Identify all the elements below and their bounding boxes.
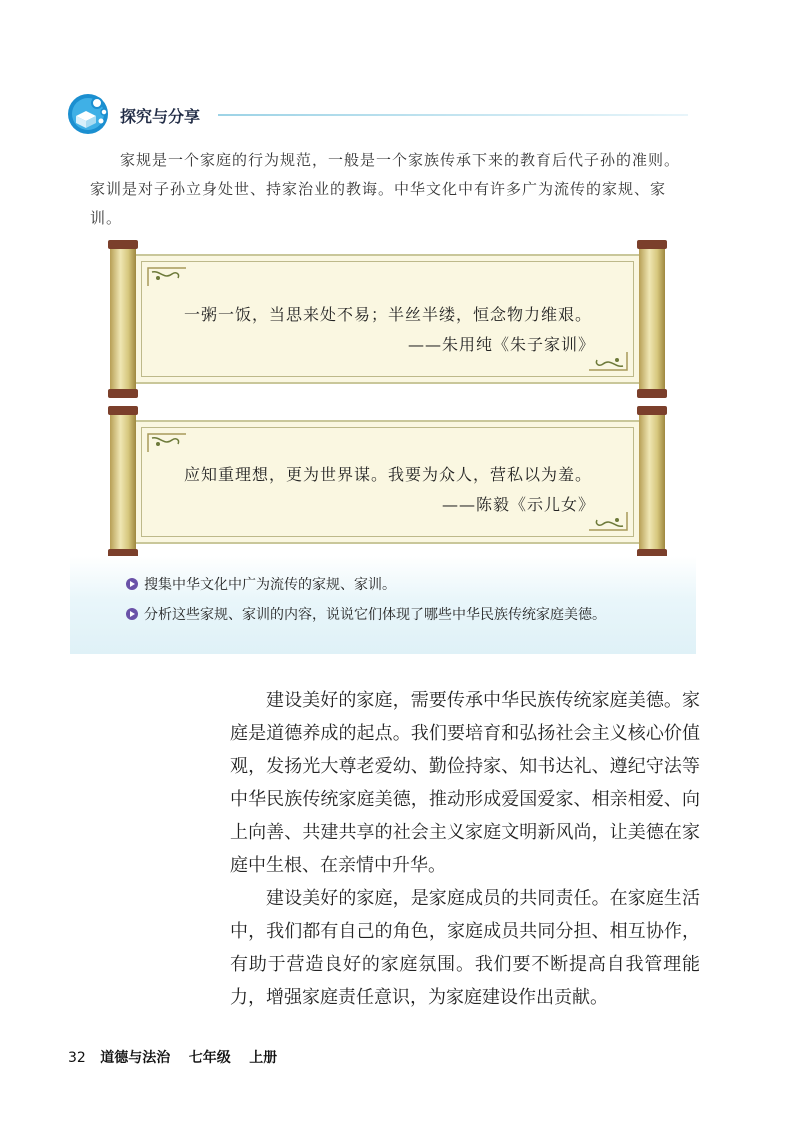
page-number: 32	[68, 1050, 86, 1066]
activity-text: 分析这些家规、家训的内容，说说它们体现了哪些中华民族传统家庭美德。	[144, 607, 606, 623]
play-bullet-icon	[126, 578, 138, 590]
scroll-rod-left	[110, 412, 136, 552]
body-text	[230, 684, 700, 1014]
body-paragraph: 建设美好的家庭，需要传承中华民族传统家庭美德。家庭是道德养成的起点。我们要培育和弘扬社会主义核心价值观，发扬光大尊老爱幼、勤俭持家、知书达礼、遵纪守法等中华民族传统家庭美德，推动形成爱国爱家、相亲相爱、向上向善、共建共享的社会主义家庭文明新风尚，让美德在家庭中生根、在亲情中升华。	[230, 690, 700, 876]
scroll-paper	[134, 420, 641, 544]
corner-ornament-icon	[146, 266, 190, 288]
activity-item	[126, 574, 396, 594]
scroll-source: ——陈毅《示儿女》	[441, 495, 595, 514]
corner-ornament-icon	[146, 432, 190, 454]
section-header	[66, 92, 706, 136]
play-bullet-icon	[126, 608, 138, 620]
scroll-quote: 一粥一饭，当思来处不易；半丝半缕，恒念物力维艰。	[184, 305, 593, 324]
activity-box	[70, 556, 696, 654]
book-grade: 七年级	[188, 1050, 231, 1066]
book-volume: 上册	[249, 1050, 278, 1066]
book-title: 道德与法治	[100, 1050, 171, 1066]
scroll-rod-right	[639, 246, 665, 392]
scroll-2	[110, 412, 665, 552]
section-divider	[218, 114, 688, 116]
intro-paragraph: 家规是一个家庭的行为规范，一般是一个家族传承下来的教育后代子孙的准则。家训是对子孙立身处世、持家治业的教诲。中华文化中有许多广为流传的家规、家训。	[90, 151, 681, 227]
scroll-source: ——朱用纯《朱子家训》	[407, 335, 595, 354]
scroll-paper	[134, 254, 641, 384]
scroll-rod-right	[639, 412, 665, 552]
scroll-quote: 应知重理想，更为世界谋。我要为众人，营私以为羞。	[184, 465, 593, 484]
activity-item	[126, 604, 606, 624]
scroll-1	[110, 246, 665, 392]
scroll-rod-left	[110, 246, 136, 392]
body-paragraph: 建设美好的家庭，是家庭成员的共同责任。在家庭生活中，我们都有自己的角色，家庭成员共同分担、相互协作，有助于营造良好的家庭氛围。我们要不断提高自我管理能力，增强家庭责任意识，为家庭建设作出贡献。	[230, 888, 700, 1008]
section-title: 探究与分享	[120, 107, 201, 126]
page-footer	[68, 1047, 291, 1067]
explore-share-icon	[66, 92, 110, 136]
activity-text: 搜集中华文化中广为流传的家规、家训。	[144, 577, 396, 593]
